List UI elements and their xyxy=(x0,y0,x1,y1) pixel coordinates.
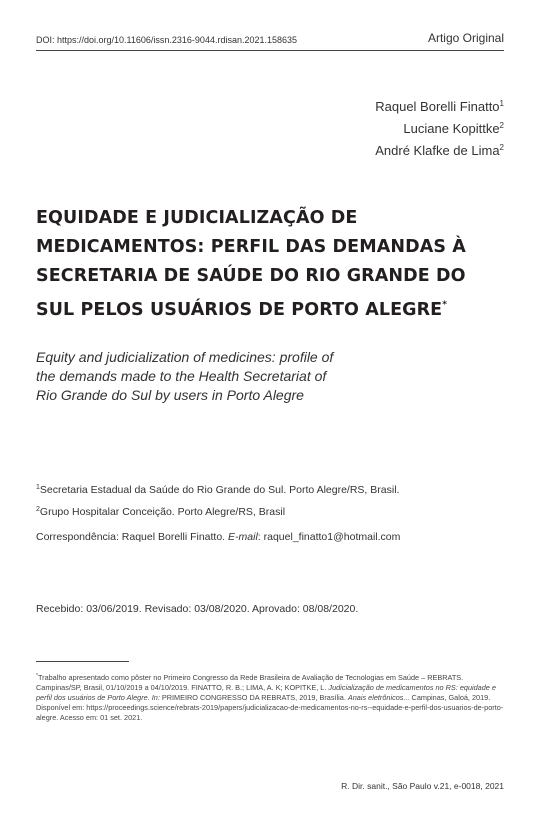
article-title xyxy=(36,204,516,325)
footnote-mark: * xyxy=(36,673,38,679)
title-line: MEDICAMENTOS: PERFIL DAS DEMANDAS À xyxy=(36,237,466,257)
footnote-text[interactable]: Campinas, Galoá, 2019. Disponível em: https://proceedings.science/rebrats-2019/papers/judicializacao-de-medicamentos-no-rs--equidade-e-perfil-dos-usuarios-de-porto-alegre. Acesso em: 01 set. 2021. xyxy=(36,693,504,722)
title-line-text: SUL PELOS USUÁRIOS DE PORTO ALEGRE xyxy=(36,300,443,320)
footnote-italic-text: Judicialização de medicamentos no RS: equidade e perfil dos usuários de Porto Alegre. In: xyxy=(36,683,496,702)
subtitle-line: Equity and judicialization of medicines: profile of xyxy=(36,349,334,365)
author-name: Luciane Kopittke xyxy=(403,121,500,136)
author-list xyxy=(375,94,504,160)
author-affiliation-mark: 1 xyxy=(499,99,504,108)
affiliation-1 xyxy=(36,484,399,496)
correspondence xyxy=(36,531,400,543)
submission-dates: Recebido: 03/06/2019. Revisado: 03/08/2020. Aprovado: 08/08/2020. xyxy=(36,603,359,615)
footnote-text: PRIMEIRO CONGRESSO DA REBRATS, 2019, Brasília. xyxy=(159,693,348,702)
footnote xyxy=(36,671,508,723)
affiliation-text: Secretaria Estadual da Saúde do Rio Grande do Sul. Porto Alegre/RS, Brasil. xyxy=(39,484,400,496)
author-affiliation-mark: 2 xyxy=(499,143,504,152)
affiliation-text: Grupo Hospitalar Conceição. Porto Alegre/RS, Brasil xyxy=(39,506,286,518)
title-footnote-mark: * xyxy=(442,300,448,310)
title-line: SECRETARIA DE SAÚDE DO RIO GRANDE DO xyxy=(36,266,466,286)
journal-citation: R. Dir. sanit., São Paulo v.21, e-0018, 2021 xyxy=(341,781,504,791)
author-2 xyxy=(375,116,504,138)
correspondence-email[interactable]: : raquel_finatto1@hotmail.com xyxy=(257,531,401,543)
affiliation-number: 1 xyxy=(36,484,40,491)
author-3 xyxy=(375,138,504,160)
author-affiliation-mark: 2 xyxy=(499,121,504,130)
affiliation-2 xyxy=(36,506,285,518)
subtitle-line: Rio Grande do Sul by users in Porto Alegre xyxy=(36,387,304,403)
footnote-italic-text: Anais eletrônicos... xyxy=(347,693,410,702)
footnote-divider xyxy=(36,661,129,662)
author-1 xyxy=(375,94,504,116)
title-line: EQUIDADE E JUDICIALIZAÇÃO DE xyxy=(36,208,358,228)
doi-link[interactable]: DOI: https://doi.org/10.11606/issn.2316-9044.rdisan.2021.158635 xyxy=(36,35,298,45)
subtitle-line: the demands made to the Health Secretariat of xyxy=(36,368,327,384)
correspondence-label: Correspondência: Raquel Borelli Finatto. xyxy=(36,531,226,543)
author-name: André Klafke de Lima xyxy=(375,143,500,158)
header-divider xyxy=(36,50,504,51)
email-label: E-mail xyxy=(228,531,258,543)
english-title xyxy=(36,348,416,405)
title-line xyxy=(36,291,516,325)
author-name: Raquel Borelli Finatto xyxy=(375,99,500,114)
footnote-text: Trabalho apresentado como pôster no Primeiro Congresso da Rede Brasileira de Avaliação de Tecnologias em Saúde – REBRATS. Campinas/SP, Brasil, 01/10/2019 a 04/10/2019. FINATTO, R. B.; LIMA, A. K; KOPITKE, L. xyxy=(36,673,464,692)
section-label: Artigo Original xyxy=(427,31,504,45)
affiliation-number: 2 xyxy=(36,506,40,513)
